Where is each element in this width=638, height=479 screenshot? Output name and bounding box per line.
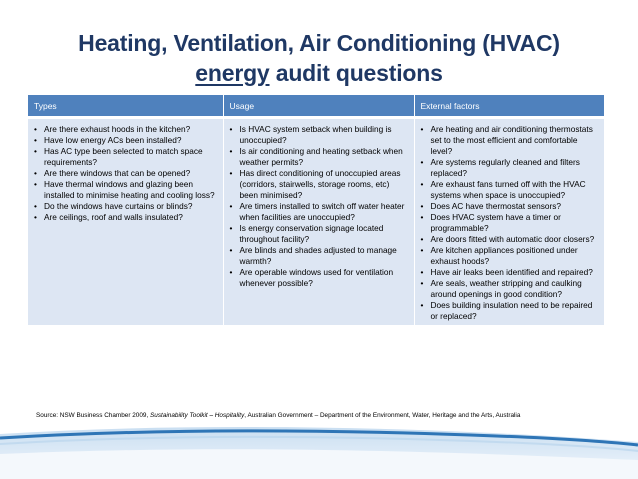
title-line-1: Heating, Ventilation, Air Conditioning (HVAC) [78,30,560,56]
external-factors-list [419,124,601,322]
source-prefix: Source: NSW Business Chamber 2009, [36,412,151,419]
table-header-row [28,95,604,118]
cell-usage [223,118,414,326]
list-item: • Are there exhaust hoods in the kitchen? [32,124,219,135]
list-item: • Is air conditioning and heating setback when weather permits? [228,146,410,168]
footer-wave-decoration [0,424,638,479]
list-item: • Have thermal windows and glazing been installed to minimise heating and cooling loss? [32,179,219,201]
cell-types [28,118,223,326]
list-item: • Are operable windows used for ventilation whenever possible? [228,267,410,289]
usage-list [228,124,410,289]
list-item: • Does building insulation need to be repaired or replaced? [419,300,601,322]
list-item: • Are doors fitted with automatic door closers? [419,234,601,245]
list-item: • Are seals, weather stripping and caulking around openings in good condition? [419,278,601,300]
list-item: • Are timers installed to switch off water heater when facilities are unoccupied? [228,201,410,223]
title-line-2-rest: audit questions [269,60,443,86]
source-italic: Sustainability Toolkit – Hospitality [150,412,245,419]
list-item: • Do the windows have curtains or blinds? [32,201,219,212]
list-item: • Does HVAC system have a timer or programmable? [419,212,601,234]
list-item: • Are exhaust fans turned off with the HVAC systems when space is unoccupied? [419,179,601,201]
title-underlined-word: energy [195,60,270,86]
list-item: • Are heating and air conditioning thermostats set to the most efficient and comfortable level? [419,124,601,157]
source-citation [36,412,616,419]
types-list [32,124,219,223]
list-item: • Are systems regularly cleaned and filters replaced? [419,157,601,179]
source-suffix: , Australian Government – Department of the Environment, Water, Heritage and the Arts, Australia [244,412,521,419]
list-item: • Has AC type been selected to match space requirements? [32,146,219,168]
list-item: • Does AC have thermostat sensors? [419,201,601,212]
list-item: • Are blinds and shades adjusted to manage warmth? [228,245,410,267]
header-types: Types [28,95,223,118]
list-item: • Is energy conservation signage located throughout facility? [228,223,410,245]
list-item: • Are kitchen appliances positioned under exhaust hoods? [419,245,601,267]
list-item: • Are there windows that can be opened? [32,168,219,179]
header-external-factors: External factors [414,95,604,118]
list-item: • Has direct conditioning of unoccupied areas (corridors, stairwells, storage rooms, etc) been minimised? [228,168,410,201]
slide-title [0,28,638,88]
cell-external-factors [414,118,604,326]
table-row [28,118,604,326]
header-usage: Usage [223,95,414,118]
audit-questions-table [28,95,604,325]
list-item: • Have low energy ACs been installed? [32,135,219,146]
list-item: • Are ceilings, roof and walls insulated? [32,212,219,223]
list-item: • Have air leaks been identified and repaired? [419,267,601,278]
title-line-2 [0,58,638,88]
list-item: • Is HVAC system setback when building is unoccupied? [228,124,410,146]
